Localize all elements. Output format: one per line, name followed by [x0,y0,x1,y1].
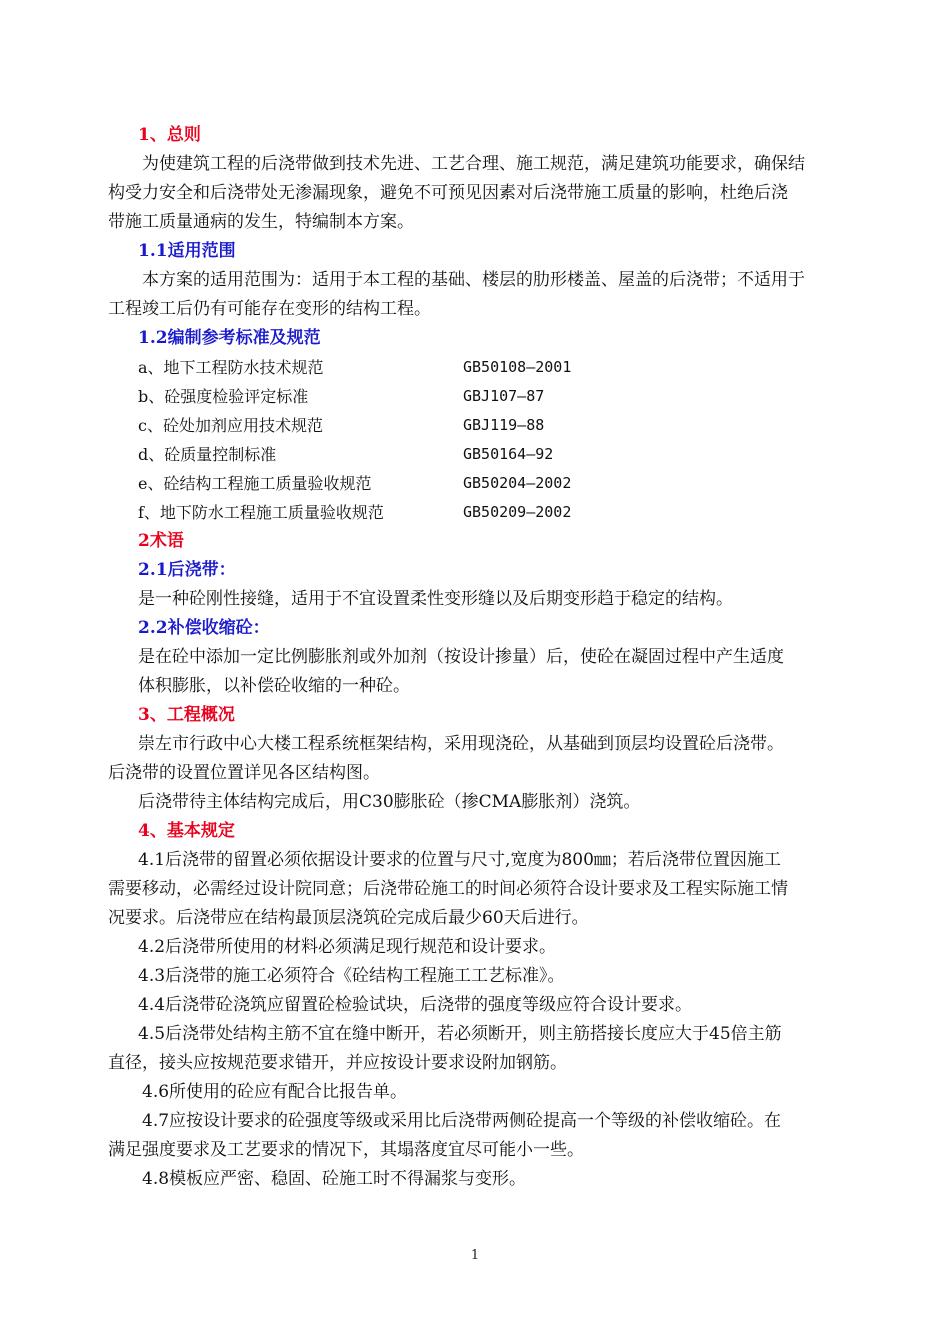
text-line: 满足强度要求及工艺要求的情况下，其塌落度宜尽可能小一些。 [108,1140,584,1160]
section-2-1-heading: 2.1后浇带： [138,560,236,580]
reference-code: GB50164—92 [463,445,554,463]
text-line: 是一种砼刚性接缝，适用于不宜设置柔性变形缝以及后期变形趋于稳定的结构。 [138,589,733,609]
reference-code: GB50209—2002 [463,503,572,521]
text-line: 4.4后浇带砼浇筑应留置砼检验试块，后浇带的强度等级应符合设计要求。 [138,995,693,1015]
rule-item [108,1020,860,1078]
page-number: 1 [470,1248,480,1263]
section-1-1-heading: 1.1适用范围 [138,241,236,261]
reference-name: b、砼强度检验评定标准 [138,387,309,406]
text-line: 构受力安全和后浇带处无渗漏现象，避免不可预见因素对后浇带施工质量的影响，杜绝后浇 [108,183,788,203]
section-2-heading: 2术语 [138,531,184,551]
text-line: 为使建筑工程的后浇带做到技术先进、工艺合理、施工规范，满足建筑功能要求，确保结 [142,154,805,174]
text-line: 4.8模板应严密、稳固、砼施工时不得漏浆与变形。 [142,1169,527,1189]
section-1-2-heading: 1.2编制参考标准及规范 [138,328,321,348]
section-1-1-paragraph [108,266,860,324]
reference-item [108,382,860,411]
text-line: 4.7应按设计要求的砼强度等级或采用比后浇带两侧砼提高一个等级的补偿收缩砼。在 [142,1111,782,1131]
text-line: 崇左市行政中心大楼工程系统框架结构，采用现浇砼，从基础到顶层均设置砼后浇带。 [138,734,784,754]
reference-item [108,353,860,382]
text-line: 4.1后浇带的留置必须依据设计要求的位置与尺寸,宽度为800㎜；若后浇带位置因施工 [138,850,781,870]
text-line: 4.5后浇带处结构主筋不宜在缝中断开，若必须断开，则主筋搭接长度应大于45倍主筋 [138,1024,782,1044]
document-body [108,121,860,1194]
section-3-heading: 3、工程概况 [138,705,235,725]
text-line: 本方案的适用范围为：适用于本工程的基础、楼层的肋形楼盖、屋盖的后浇带；不适用于 [142,270,805,290]
text-line: 4.2后浇带所使用的材料必须满足现行规范和设计要求。 [138,937,557,957]
text-line: 后浇带待主体结构完成后，用C30膨胀砼（掺CMA膨胀剂）浇筑。 [138,792,641,812]
reference-code: GB50108—2001 [463,358,572,376]
rules-list [108,846,860,1194]
reference-name: e、砼结构工程施工质量验收规范 [138,474,372,493]
section-3-paragraph [108,730,860,817]
text-line: 4.6所使用的砼应有配合比报告单。 [142,1082,408,1102]
reference-item [108,411,860,440]
reference-code: GB50204—2002 [463,474,572,492]
section-4-heading: 4、基本规定 [138,821,235,841]
reference-code: GBJ107—87 [463,387,545,405]
text-line: 体积膨胀，以补偿砼收缩的一种砼。 [138,676,410,696]
text-line: 是在砼中添加一定比例膨胀剂或外加剂（按设计掺量）后，使砼在凝固过程中产生适度 [138,647,784,667]
section-2-2-paragraph [108,643,860,701]
section-1-paragraph [108,150,860,237]
reference-code: GBJ119—88 [463,416,545,434]
reference-list [108,353,860,527]
text-line: 工程竣工后仍有可能存在变形的结构工程。 [108,299,431,319]
text-line: 后浇带的设置位置详见各区结构图。 [108,763,380,783]
section-2-2-heading: 2.2补偿收缩砼： [138,618,270,638]
reference-name: a、地下工程防水技术规范 [138,358,324,377]
rule-item [108,1078,860,1107]
text-line: 直径，接头应按规范要求错开，并应按设计要求设附加钢筋。 [108,1053,567,1073]
text-line: 带施工质量通病的发生，特编制本方案。 [108,212,414,232]
section-1-heading: 1、总则 [138,125,201,145]
rule-item [108,1107,860,1165]
reference-item [108,469,860,498]
reference-name: f、地下防水工程施工质量验收规范 [138,503,384,522]
reference-item [108,498,860,527]
rule-item [108,846,860,933]
rule-item [108,1165,860,1194]
text-line: 况要求。后浇带应在结构最顶层浇筑砼完成后最少60天后进行。 [108,908,589,928]
rule-item [108,991,860,1020]
reference-name: c、砼处加剂应用技术规范 [138,416,323,435]
rule-item [108,933,860,962]
reference-item [108,440,860,469]
rule-item [108,962,860,991]
text-line: 4.3后浇带的施工必须符合《砼结构工程施工工艺标准》。 [138,966,565,986]
reference-name: d、砼质量控制标准 [138,445,277,464]
text-line: 需要移动，必需经过设计院同意；后浇带砼施工的时间必须符合设计要求及工程实际施工情 [108,879,788,899]
